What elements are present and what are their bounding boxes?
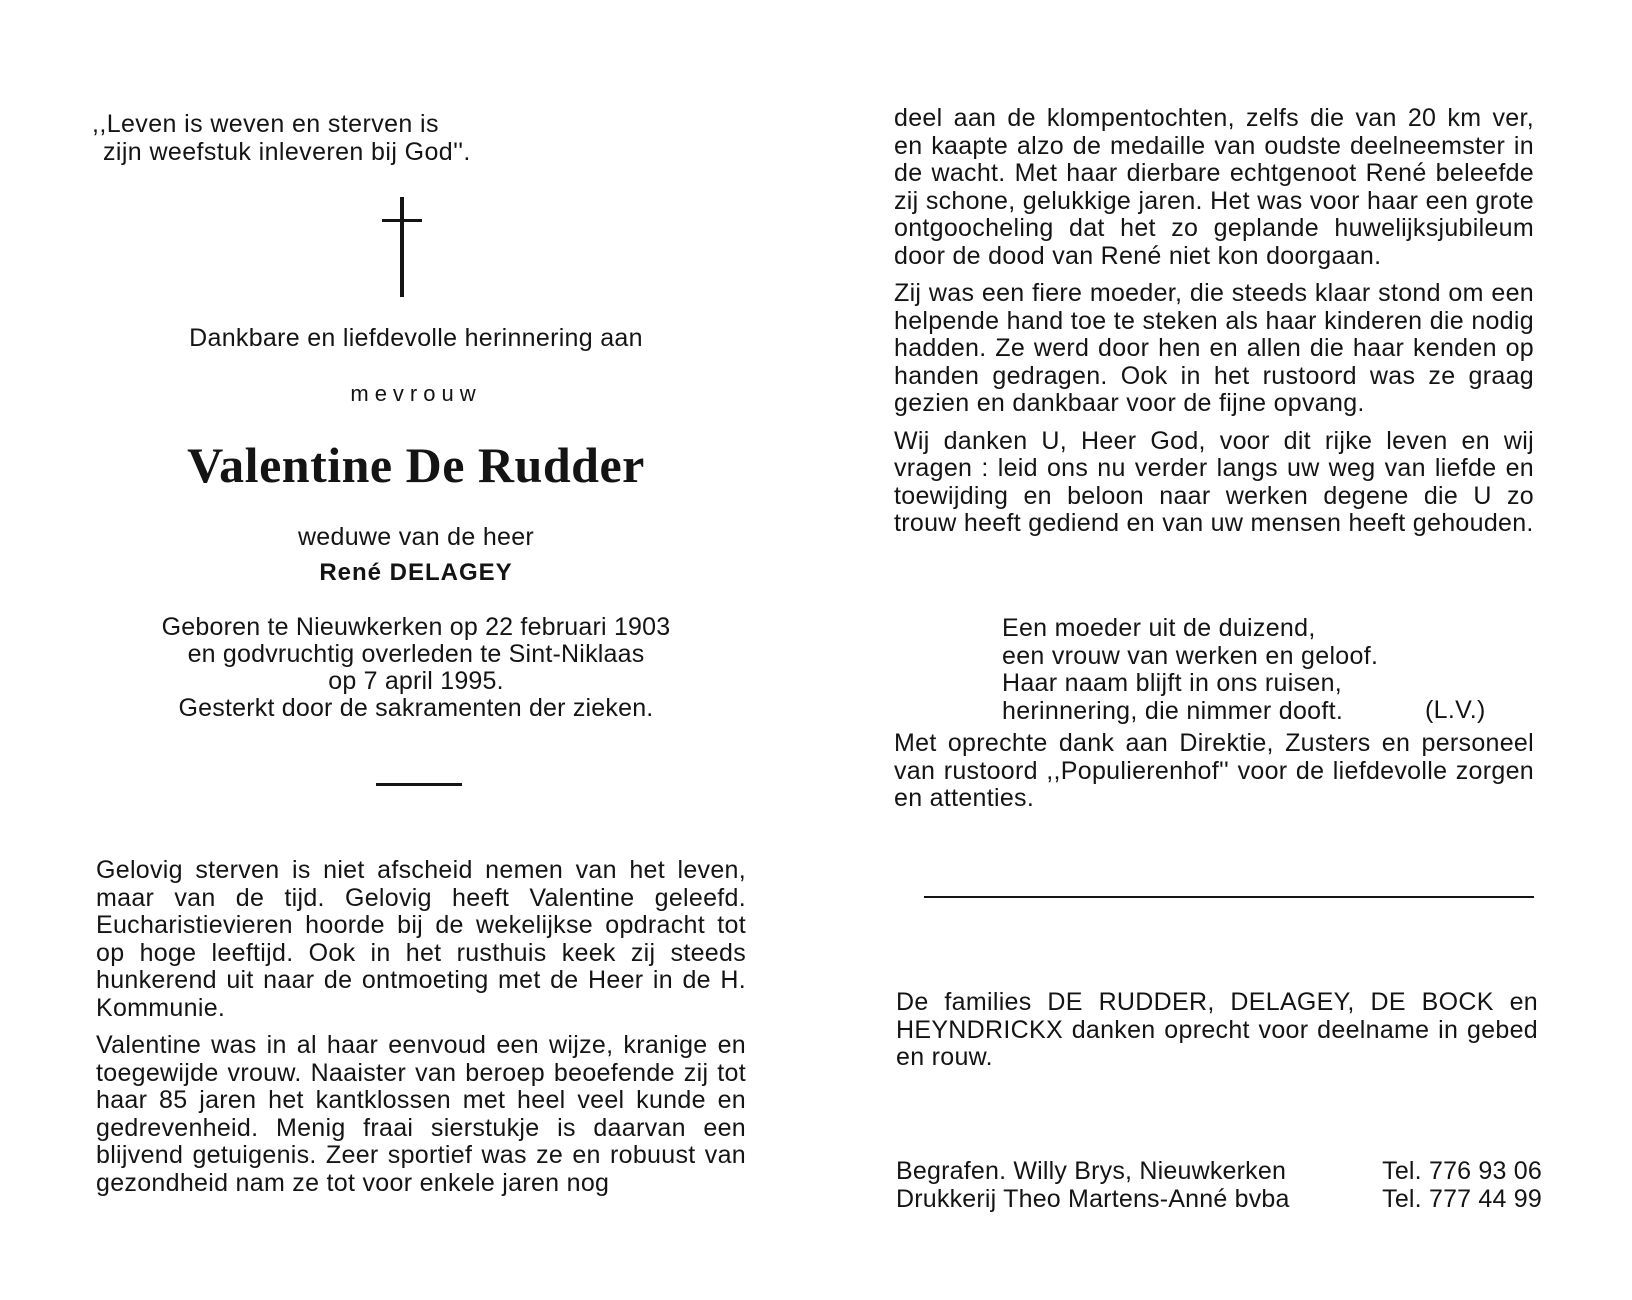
detail-line: Geboren te Nieuwkerken op 22 februari 1903 — [161, 613, 671, 641]
husband-name: René DELAGEY — [319, 559, 513, 586]
divider — [924, 896, 1534, 898]
paragraph: Met oprechte dank aan Direktie, Zusters en personeel van rustoord ,,Populierenhof'' voor de liefdevolle zorgen en attenties. — [894, 729, 1534, 812]
detail-line: op 7 april 1995. — [328, 667, 504, 695]
poem-line: herinnering, die nimmer dooft. — [1002, 696, 1344, 725]
family-thanks — [896, 989, 1538, 1072]
quote-line: ,,Leven is weven en sterven is — [92, 110, 439, 138]
opening-quote — [92, 110, 471, 166]
credit-name: Begrafen. Willy Brys, Nieuwkerken — [896, 1157, 1287, 1185]
poem-line: Een moeder uit de duizend, — [1002, 614, 1316, 642]
poem-line: een vrouw van werken en geloof. — [1002, 641, 1379, 670]
left-text-body — [96, 857, 746, 1197]
credit-phone: Tel. 776 93 06 — [1382, 1157, 1542, 1185]
credit-row — [896, 1185, 1542, 1213]
paragraph: deel aan de klompentochten, zelfs die van 20 km ver, en kaapte alzo de medaille van oudste deelneemster in de wacht. Met haar dierbare echtgenoot René beleefde zij schone, gelukkige jaren. Het was voor haar een grote ontgoocheling dat het zo geplande huwelijksjubileum door de dood van René niet kon doorgaan. — [894, 104, 1534, 270]
quote-line: zijn weefstuk inleveren bij God''. — [103, 138, 471, 166]
poem — [1002, 614, 1486, 725]
paragraph: Valentine was in al haar eenvoud een wijze, kranige en toegewijde vrouw. Naaister van beroep beoefende zij tot haar 85 jaren het kantklossen met heel veel kunde en gedrevenheid. Menig fraai sierstukje is daarvan een blijvend getuigenis. Zeer sportief was ze en robuust van gezondheid nam ze tot voor enkele jaren nog — [96, 1031, 746, 1197]
dedication-line: Dankbare en liefdevolle herinnering aan — [189, 324, 643, 352]
divider — [376, 783, 462, 786]
detail-line: en godvruchtig overleden te Sint-Niklaas — [187, 640, 645, 668]
paragraph: Gelovig sterven is niet afscheid nemen van het leven, maar van de tijd. Gelovig heeft Valentine geleefd. Eucharistievieren hoorde bij de wekelijkse opdracht tot op hoge leeftijd. Ook in het rusthuis keek zij steeds hunkerend uit naar de ontmoeting met de Heer in de H. Kommunie. — [96, 856, 746, 1022]
poem-author: (L.V.) — [1425, 696, 1486, 724]
paragraph: Wij danken U, Heer God, voor dit rijke leven en wij vragen : leid ons nu verder langs uw weg van liefde en toewijding en beloon naar werken degene die U zo trouw heeft gediend en van uw mensen heeft gehouden. — [894, 426, 1534, 537]
honorific: mevrouw — [350, 381, 482, 406]
detail-line: Gesterkt door de sakramenten der zieken. — [178, 694, 654, 722]
credit-name: Drukkerij Theo Martens-Anné bvba — [896, 1185, 1290, 1213]
right-page — [816, 0, 1632, 1300]
birth-death-details — [0, 614, 832, 722]
credit-phone: Tel. 777 44 99 — [1382, 1185, 1542, 1213]
widow-of-line: weduwe van de heer — [297, 523, 535, 551]
thanks-note — [894, 730, 1534, 813]
paragraph: Zij was een fiere moeder, die steeds klaar stond om een helpende hand toe te steken als haar kinderen die nodig hadden. Ze werd door hen en allen die haar kenden op handen gedragen. Ook in het rustoord was ze graag gezien en dankbaar voor de fijne opvang. — [894, 279, 1534, 417]
deceased-name: Valentine De Rudder — [187, 437, 645, 493]
poem-line: Haar naam blijft in ons ruisen, — [1002, 669, 1343, 697]
credit-row — [896, 1157, 1542, 1185]
cross-icon — [382, 197, 422, 297]
credits — [896, 1157, 1542, 1213]
right-text-body — [894, 105, 1534, 538]
paragraph: De families DE RUDDER, DELAGEY, DE BOCK en HEYNDRICKX danken oprecht voor deelname in gebed en rouw. — [896, 988, 1538, 1071]
